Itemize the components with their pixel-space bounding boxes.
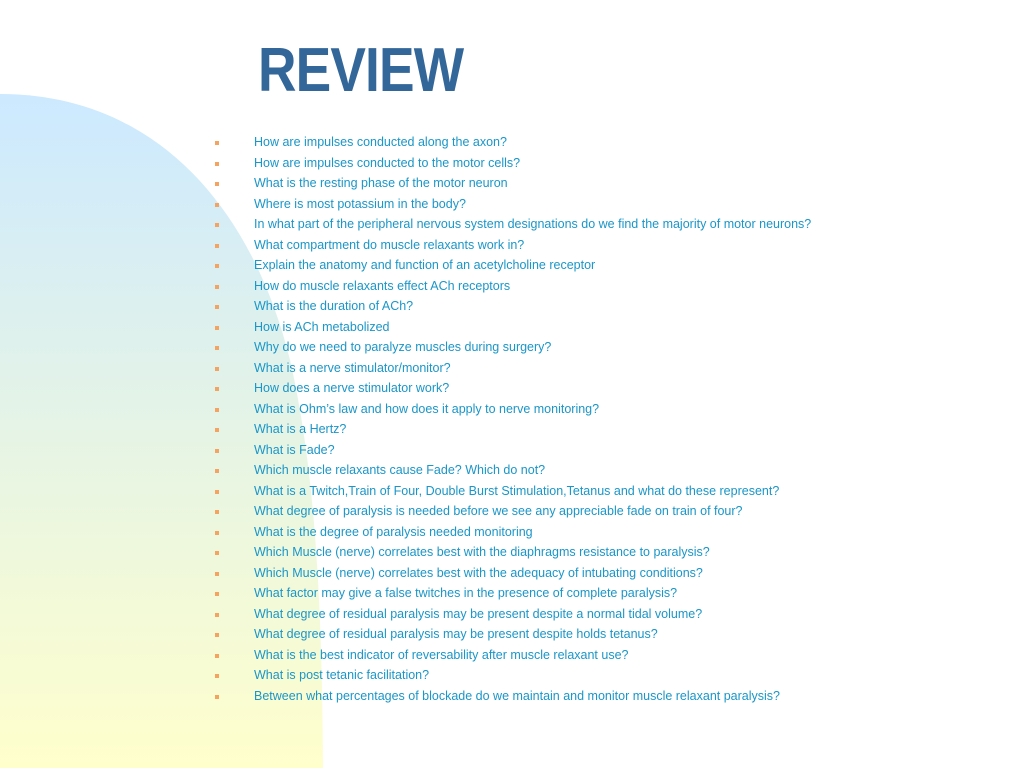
bullet-text: What degree of residual paralysis may be present despite a normal tidal volume? [254,606,703,621]
bullet-item [212,358,811,379]
square-bullet-icon [215,572,219,576]
bullet-list [212,132,811,706]
bullet-item [212,481,811,502]
bullet-text: How does a nerve stimulator work? [254,381,450,395]
bullet-item [212,378,811,399]
slide-title: REVIEW [258,36,464,105]
square-bullet-icon [215,428,219,432]
square-bullet-icon [215,633,219,637]
bullet-text: How are impulses conducted along the axon? [254,135,507,149]
bullet-text: What is a nerve stimulator/monitor? [254,360,451,375]
bullet-item [212,604,811,625]
square-bullet-icon [215,367,219,371]
bullet-item [212,542,811,563]
square-bullet-icon [215,162,219,166]
square-bullet-icon [215,305,219,309]
bullet-item [212,399,811,420]
bullet-text: Which Muscle (nerve) correlates best with the adequacy of intubating conditions? [254,565,703,580]
square-bullet-icon [215,387,219,391]
bullet-item [212,440,811,461]
bullet-text: What compartment do muscle relaxants work in? [254,237,525,252]
square-bullet-icon [215,654,219,658]
bullet-item [212,255,811,276]
bullet-text: What factor may give a false twitches in the presence of complete paralysis? [254,586,678,600]
bullet-item [212,522,811,543]
bullet-item [212,153,811,174]
bullet-item [212,337,811,358]
square-bullet-icon [215,408,219,412]
bullet-item [212,563,811,584]
bullet-text: What is the degree of paralysis needed monitoring [254,524,533,539]
bullet-item [212,583,811,604]
square-bullet-icon [215,285,219,289]
bullet-text: What is Ohm’s law and how does it apply to nerve monitoring? [254,401,600,416]
bullet-text: Which Muscle (nerve) correlates best with the diaphragms resistance to paralysis? [254,545,710,559]
bullet-text: What is a Twitch,Train of Four, Double Burst Stimulation,Tetanus and what do these represent? [254,483,780,498]
bullet-item [212,194,811,215]
bullet-item [212,276,811,297]
square-bullet-icon [215,592,219,596]
bullet-item [212,460,811,481]
square-bullet-icon [215,141,219,145]
square-bullet-icon [215,203,219,207]
bullet-text: How do muscle relaxants effect ACh receptors [254,278,511,293]
bullet-item [212,686,811,707]
bullet-text: What is the best indicator of reversability after muscle relaxant use? [254,647,629,662]
square-bullet-icon [215,613,219,617]
bullet-item [212,214,811,235]
square-bullet-icon [215,510,219,514]
bullet-text: What degree of residual paralysis may be present despite holds tetanus? [254,627,658,641]
bullet-item [212,665,811,686]
bullet-item [212,645,811,666]
square-bullet-icon [215,244,219,248]
bullet-item [212,317,811,338]
square-bullet-icon [215,182,219,186]
bullet-item [212,296,811,317]
square-bullet-icon [215,469,219,473]
bullet-text: Which muscle relaxants cause Fade? Which do not? [254,463,546,477]
bullet-item [212,501,811,522]
square-bullet-icon [215,449,219,453]
square-bullet-icon [215,674,219,678]
bullet-text: What is the duration of ACh? [254,299,414,313]
bullet-text: Between what percentages of blockade do we maintain and monitor muscle relaxant paralysis? [254,688,780,703]
bullet-text: What is Fade? [254,442,335,457]
bullet-text: Explain the anatomy and function of an acetylcholine receptor [254,258,596,272]
bullet-text: How is ACh metabolized [254,319,390,334]
bullet-text: Where is most potassium in the body? [254,196,466,211]
bullet-text: How are impulses conducted to the motor cells? [254,155,521,170]
bullet-text: What degree of paralysis is needed before we see any appreciable fade on train of four? [254,504,743,518]
bullet-text: What is a Hertz? [254,422,347,436]
bullet-text: What is the resting phase of the motor neuron [254,176,508,190]
square-bullet-icon [215,326,219,330]
bullet-item [212,132,811,153]
square-bullet-icon [215,551,219,555]
square-bullet-icon [215,223,219,227]
bullet-text: Why do we need to paralyze muscles during surgery? [254,340,552,354]
square-bullet-icon [215,695,219,699]
square-bullet-icon [215,346,219,350]
bullet-text: What is post tetanic facilitation? [254,668,430,682]
bullet-item [212,235,811,256]
bullet-item [212,624,811,645]
bullet-item [212,173,811,194]
square-bullet-icon [215,264,219,268]
square-bullet-icon [215,531,219,535]
bullet-item [212,419,811,440]
square-bullet-icon [215,490,219,494]
bullet-text: In what part of the peripheral nervous system designations do we find the majority of motor neurons? [254,217,812,231]
